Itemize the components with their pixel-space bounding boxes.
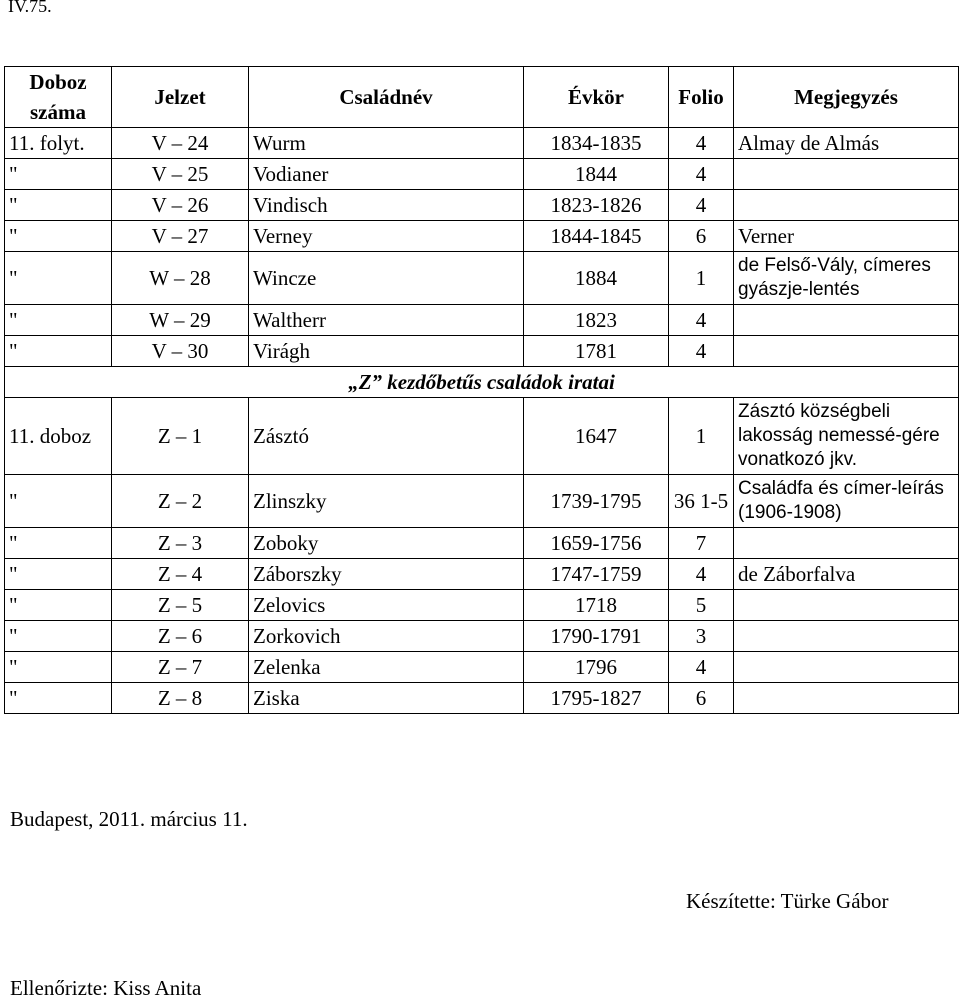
- years-cell: 1884: [524, 252, 669, 305]
- sign-cell: Z – 1: [112, 398, 249, 475]
- section-row: [5, 367, 959, 398]
- folio-cell: 1: [669, 398, 734, 475]
- folio-cell: 4: [669, 652, 734, 683]
- years-cell: 1739-1795: [524, 475, 669, 528]
- table-row: [5, 590, 959, 621]
- note-cell: Zásztó községbeli lakosság nemessé-gére vonatkozó jkv.: [734, 398, 959, 475]
- years-cell: 1718: [524, 590, 669, 621]
- name-cell: Zlinszky: [249, 475, 524, 528]
- table-header-row: [5, 67, 959, 128]
- folio-cell: 5: [669, 590, 734, 621]
- name-cell: Waltherr: [249, 305, 524, 336]
- name-cell: Zoboky: [249, 528, 524, 559]
- sign-cell: Z – 7: [112, 652, 249, 683]
- folio-cell: 1: [669, 252, 734, 305]
- folio-cell: 6: [669, 221, 734, 252]
- name-cell: Vodianer: [249, 159, 524, 190]
- box-cell: ": [5, 652, 112, 683]
- box-cell: ": [5, 252, 112, 305]
- box-cell: ": [5, 528, 112, 559]
- prepared-by: Készítette: Türke Gábor: [686, 889, 889, 913]
- header-cell: Jelzet: [112, 67, 249, 128]
- folio-cell: 4: [669, 190, 734, 221]
- folio-cell: 6: [669, 683, 734, 714]
- years-cell: 1834-1835: [524, 128, 669, 159]
- years-cell: 1659-1756: [524, 528, 669, 559]
- box-cell: ": [5, 305, 112, 336]
- page-reference: IV.75.: [8, 0, 52, 16]
- name-cell: Verney: [249, 221, 524, 252]
- header-cell: Folio: [669, 67, 734, 128]
- table-row: [5, 559, 959, 590]
- section-title: „Z” kezdőbetűs családok iratai: [5, 367, 959, 398]
- checked-by: Ellenőrizte: Kiss Anita: [10, 976, 202, 1000]
- sign-cell: Z – 6: [112, 621, 249, 652]
- header-cell: Családnév: [249, 67, 524, 128]
- folio-cell: 7: [669, 528, 734, 559]
- years-cell: 1844-1845: [524, 221, 669, 252]
- table-row: [5, 528, 959, 559]
- years-cell: 1844: [524, 159, 669, 190]
- name-cell: Wincze: [249, 252, 524, 305]
- table-row: [5, 652, 959, 683]
- sign-cell: W – 29: [112, 305, 249, 336]
- z-rows: [5, 398, 959, 714]
- years-cell: 1790-1791: [524, 621, 669, 652]
- note-cell: Almay de Almás: [734, 128, 959, 159]
- sign-cell: Z – 2: [112, 475, 249, 528]
- folio-cell: 4: [669, 305, 734, 336]
- note-cell: [734, 590, 959, 621]
- header-cell: Évkör: [524, 67, 669, 128]
- sign-cell: Z – 5: [112, 590, 249, 621]
- sign-cell: Z – 4: [112, 559, 249, 590]
- sign-cell: Z – 8: [112, 683, 249, 714]
- years-cell: 1795-1827: [524, 683, 669, 714]
- sign-cell: V – 26: [112, 190, 249, 221]
- name-cell: Wurm: [249, 128, 524, 159]
- table-row: [5, 336, 959, 367]
- box-cell: 11. doboz: [5, 398, 112, 475]
- name-cell: Zelenka: [249, 652, 524, 683]
- years-cell: 1823: [524, 305, 669, 336]
- table-row: [5, 190, 959, 221]
- box-cell: ": [5, 190, 112, 221]
- box-cell: ": [5, 221, 112, 252]
- box-cell: ": [5, 159, 112, 190]
- note-cell: de Záborfalva: [734, 559, 959, 590]
- note-cell: [734, 159, 959, 190]
- table-row: [5, 683, 959, 714]
- note-cell: [734, 528, 959, 559]
- note-cell: [734, 652, 959, 683]
- box-cell: ": [5, 336, 112, 367]
- table-row: [5, 305, 959, 336]
- header-cell: Doboz száma: [5, 67, 112, 128]
- name-cell: Ziska: [249, 683, 524, 714]
- note-cell: de Felső-Vály, címeres gyászje-lentés: [734, 252, 959, 305]
- years-cell: 1823-1826: [524, 190, 669, 221]
- sign-cell: W – 28: [112, 252, 249, 305]
- name-cell: Zelovics: [249, 590, 524, 621]
- note-cell: [734, 336, 959, 367]
- header-cell: Megjegyzés: [734, 67, 959, 128]
- sign-cell: V – 27: [112, 221, 249, 252]
- years-cell: 1796: [524, 652, 669, 683]
- sign-cell: Z – 3: [112, 528, 249, 559]
- table-row: [5, 128, 959, 159]
- note-cell: [734, 683, 959, 714]
- note-cell: [734, 190, 959, 221]
- years-cell: 1647: [524, 398, 669, 475]
- sign-cell: V – 30: [112, 336, 249, 367]
- folio-cell: 4: [669, 559, 734, 590]
- name-cell: Virágh: [249, 336, 524, 367]
- years-cell: 1747-1759: [524, 559, 669, 590]
- name-cell: Zásztó: [249, 398, 524, 475]
- folio-cell: 4: [669, 159, 734, 190]
- years-cell: 1781: [524, 336, 669, 367]
- name-cell: Vindisch: [249, 190, 524, 221]
- table-row: [5, 398, 959, 475]
- v-rows: [5, 128, 959, 367]
- table-row: [5, 475, 959, 528]
- box-cell: 11. folyt.: [5, 128, 112, 159]
- sign-cell: V – 24: [112, 128, 249, 159]
- table-row: [5, 252, 959, 305]
- name-cell: Záborszky: [249, 559, 524, 590]
- folio-cell: 3: [669, 621, 734, 652]
- note-cell: Verner: [734, 221, 959, 252]
- table-row: [5, 221, 959, 252]
- note-cell: [734, 621, 959, 652]
- box-cell: ": [5, 621, 112, 652]
- table-row: [5, 621, 959, 652]
- archive-table: [4, 66, 959, 714]
- box-cell: ": [5, 683, 112, 714]
- note-cell: [734, 305, 959, 336]
- table-row: [5, 159, 959, 190]
- note-cell: Családfa és címer-leírás (1906-1908): [734, 475, 959, 528]
- folio-cell: 4: [669, 336, 734, 367]
- box-cell: ": [5, 475, 112, 528]
- box-cell: ": [5, 590, 112, 621]
- sign-cell: V – 25: [112, 159, 249, 190]
- folio-cell: 4: [669, 128, 734, 159]
- folio-cell: 36 1-5: [669, 475, 734, 528]
- place-date: Budapest, 2011. március 11.: [10, 807, 248, 831]
- box-cell: ": [5, 559, 112, 590]
- name-cell: Zorkovich: [249, 621, 524, 652]
